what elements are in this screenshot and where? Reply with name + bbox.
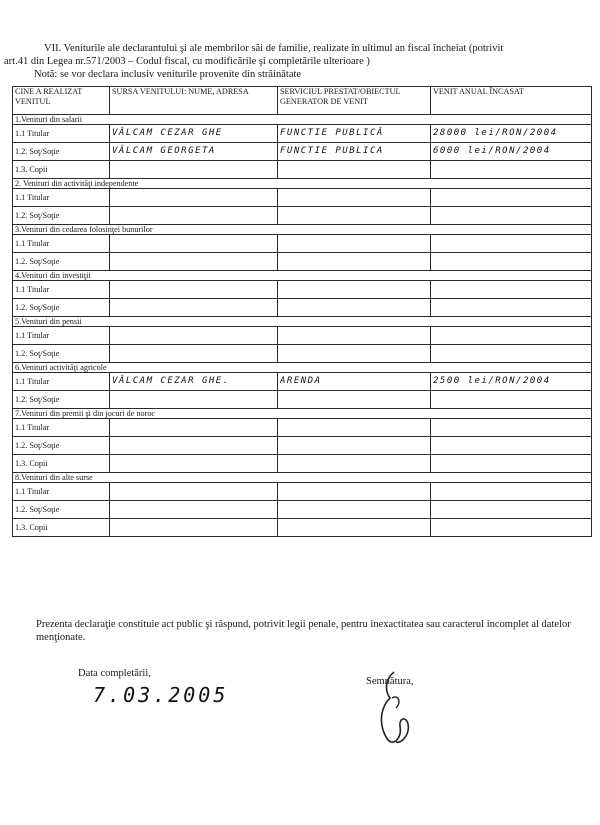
legal-statement: Prezenta declaraţie constituie act public şi răspund, potrivit legii penale, pentru inexactitatea sau caracterul incomplet al datelor menţionate. [36, 619, 571, 643]
cell-who: 1.2. Soţ/Soţie [13, 501, 110, 519]
cell-income [431, 253, 592, 271]
cell-who: 1.1 Titular [13, 189, 110, 207]
cell-income [431, 299, 592, 317]
table-row [13, 519, 592, 537]
cell-service [278, 519, 431, 537]
table-row [13, 281, 592, 299]
cell-who: 1.2. Soţ/Soţie [13, 207, 110, 225]
cell-source: VÂLCAM CEZAR GHE. [110, 373, 278, 391]
table-row [13, 455, 592, 473]
cell-source [110, 391, 278, 409]
table-row [13, 437, 592, 455]
section-title: 1.Venituri din salarii [13, 115, 592, 125]
header-income: VENIT ANUAL ÎNCASAT [431, 87, 592, 115]
cell-service [278, 299, 431, 317]
cell-service: FUNCTIE PUBLICA [278, 143, 431, 161]
cell-source [110, 519, 278, 537]
cell-source [110, 235, 278, 253]
cell-source [110, 189, 278, 207]
cell-who: 1.3. Copii [13, 519, 110, 537]
table-row [13, 125, 592, 143]
cell-source [110, 327, 278, 345]
cell-who: 1.1 Titular [13, 235, 110, 253]
cell-who: 1.2. Soţ/Soţie [13, 143, 110, 161]
cell-income: 6000 lei/RON/2004 [431, 143, 592, 161]
table-row [13, 419, 592, 437]
cell-source [110, 281, 278, 299]
cell-who: 1.3. Copii [13, 161, 110, 179]
cell-income: 28000 lei/RON/2004 [431, 125, 592, 143]
section-row [13, 271, 592, 281]
cell-income [431, 501, 592, 519]
section-row [13, 225, 592, 235]
section-heading: VII. Veniturile ale declarantului şi ale membrilor săi de familie, realizate în ultimul an fiscal încheiat (potrivit [44, 43, 504, 54]
cell-source [110, 161, 278, 179]
date-value: 7.03.2005 [93, 683, 229, 707]
table-row [13, 253, 592, 271]
section-title: 7.Venituri din premii şi din jocuri de noroc [13, 409, 592, 419]
cell-service [278, 345, 431, 363]
cell-service [278, 391, 431, 409]
cell-source [110, 345, 278, 363]
cell-who: 1.1 Titular [13, 373, 110, 391]
table-row [13, 189, 592, 207]
table-row [13, 161, 592, 179]
cell-income [431, 437, 592, 455]
header-service: SERVICIUL PRESTAT/OBIECTUL GENERATOR DE VENIT [278, 87, 431, 115]
cell-income [431, 207, 592, 225]
cell-source [110, 455, 278, 473]
cell-income [431, 345, 592, 363]
table-row [13, 143, 592, 161]
cell-service [278, 281, 431, 299]
cell-income: 2500 lei/RON/2004 [431, 373, 592, 391]
cell-who: 1.2. Soţ/Soţie [13, 437, 110, 455]
section-row [13, 115, 592, 125]
cell-service: ARENDA [278, 373, 431, 391]
cell-service: FUNCTIE PUBLICĂ [278, 125, 431, 143]
signature-mark [372, 668, 418, 748]
section-row [13, 473, 592, 483]
cell-who: 1.2. Soţ/Soţie [13, 391, 110, 409]
section-row [13, 317, 592, 327]
cell-income [431, 419, 592, 437]
cell-income [431, 483, 592, 501]
cell-income [431, 455, 592, 473]
table-row [13, 501, 592, 519]
note-text: Notă: se vor declara inclusiv veniturile provenite din străinătate [34, 69, 302, 80]
cell-who: 1.1 Titular [13, 419, 110, 437]
cell-who: 1.3. Copii [13, 455, 110, 473]
cell-who: 1.1 Titular [13, 327, 110, 345]
header-who: CINE A REALIZAT VENITUL [13, 87, 110, 115]
cell-who: 1.2. Soţ/Soţie [13, 299, 110, 317]
section-title: 8.Venituri din alte surse [13, 473, 592, 483]
cell-income [431, 391, 592, 409]
income-table [12, 86, 592, 537]
legal-reference: art.41 din Legea nr.571/2003 – Codul fiscal, cu modificările şi completările ulterioare ) [4, 56, 370, 67]
table-row [13, 327, 592, 345]
cell-income [431, 161, 592, 179]
cell-income [431, 281, 592, 299]
cell-service [278, 455, 431, 473]
cell-who: 1.1 Titular [13, 483, 110, 501]
cell-income [431, 327, 592, 345]
cell-service [278, 253, 431, 271]
section-title: 5.Venituri din pensii [13, 317, 592, 327]
cell-service [278, 327, 431, 345]
cell-source [110, 207, 278, 225]
table-row [13, 345, 592, 363]
table-row [13, 235, 592, 253]
cell-service [278, 437, 431, 455]
cell-who: 1.1 Titular [13, 125, 110, 143]
table-row [13, 373, 592, 391]
cell-source [110, 299, 278, 317]
cell-service [278, 207, 431, 225]
cell-income [431, 189, 592, 207]
income-table-body [13, 115, 592, 537]
section-title: 2. Venituri din activităţi independente [13, 179, 592, 189]
section-intro [4, 42, 596, 81]
cell-service [278, 501, 431, 519]
cell-service [278, 419, 431, 437]
section-title: 4.Venituri din investiţii [13, 271, 592, 281]
cell-source [110, 501, 278, 519]
cell-source [110, 437, 278, 455]
cell-who: 1.1 Titular [13, 281, 110, 299]
cell-income [431, 235, 592, 253]
cell-source [110, 419, 278, 437]
cell-service [278, 235, 431, 253]
cell-service [278, 161, 431, 179]
footer [4, 618, 596, 644]
table-row [13, 299, 592, 317]
cell-source [110, 253, 278, 271]
cell-who: 1.2. Soţ/Soţie [13, 253, 110, 271]
cell-who: 1.2. Soţ/Soţie [13, 345, 110, 363]
cell-source [110, 483, 278, 501]
section-title: 6.Venituri activităţi agricole [13, 363, 592, 373]
cell-source: VÂLCAM GEORGETA [110, 143, 278, 161]
section-row [13, 179, 592, 189]
table-row [13, 391, 592, 409]
cell-service [278, 189, 431, 207]
cell-source: VÂLCAM CEZAR GHE [110, 125, 278, 143]
table-row [13, 207, 592, 225]
table-header-row [13, 87, 592, 115]
cell-service [278, 483, 431, 501]
table-row [13, 483, 592, 501]
section-title: 3.Venituri din cedarea folosinţei bunurilor [13, 225, 592, 235]
header-source: SURSA VENITULUI: NUME, ADRESA [110, 87, 278, 115]
signature-label: Semnătura, [366, 676, 414, 687]
cell-income [431, 519, 592, 537]
section-row [13, 363, 592, 373]
date-label: Data completării, [78, 668, 151, 679]
section-row [13, 409, 592, 419]
